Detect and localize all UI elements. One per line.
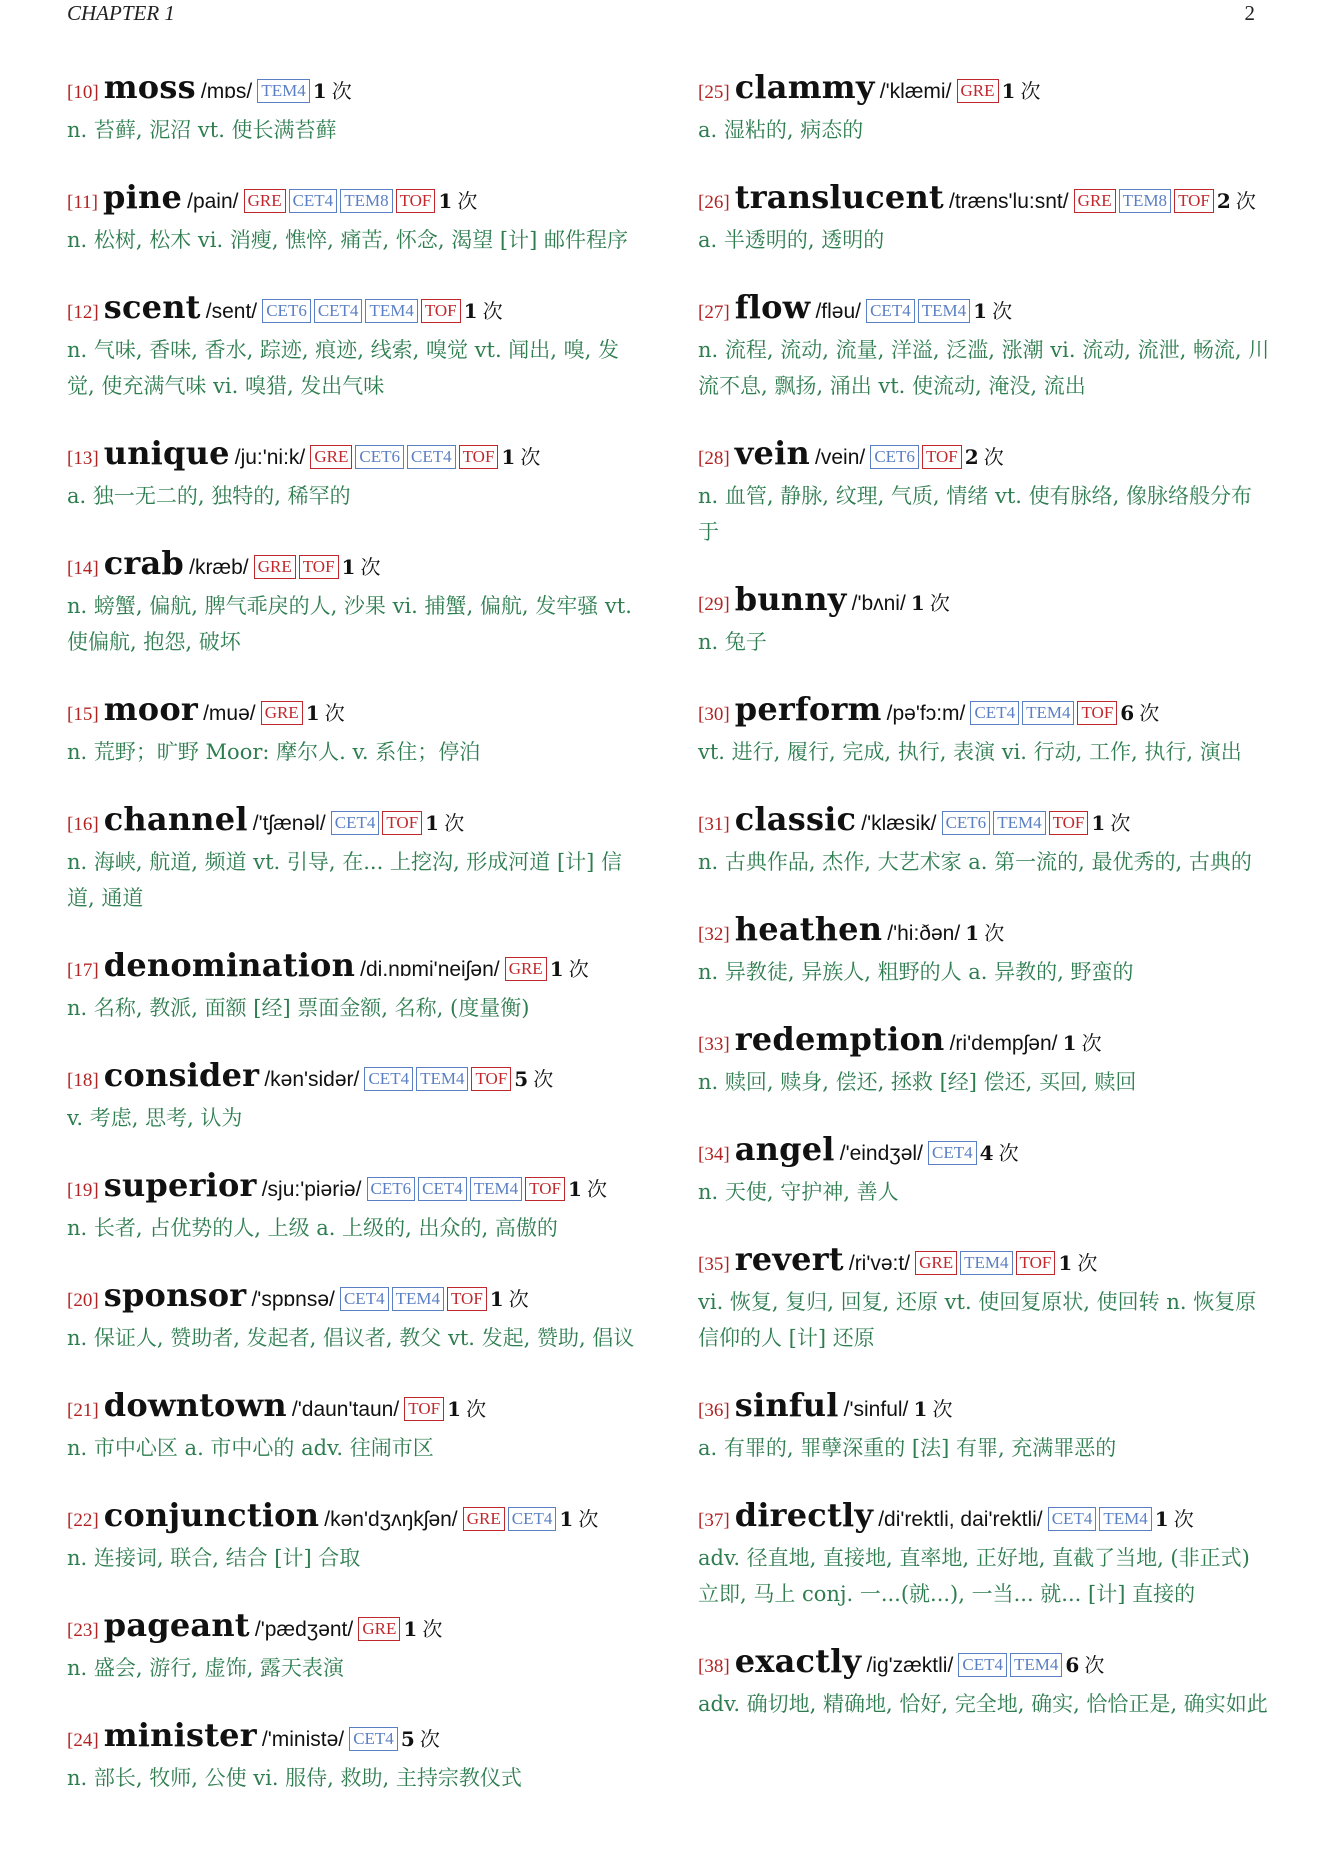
exam-tag: CET4 [928,1141,977,1165]
frequency-unit: 次 [422,1617,443,1641]
entry-index: [12] [67,302,99,323]
phonetic: /'spɒnsə/ [251,1288,335,1311]
exam-tag: CET4 [958,1653,1007,1677]
exam-tag: GRE [244,189,286,213]
frequency-count: 2 [1216,189,1231,213]
exam-tag: CET4 [970,701,1019,725]
exam-tag: TOF [396,189,436,213]
vocab-entry [67,1386,639,1466]
headword: consider [103,1056,260,1094]
vocab-entry [698,434,1270,550]
headword: moor [103,690,198,728]
headword: flow [734,288,811,326]
entry-headline [698,178,1270,222]
entry-headline [67,544,639,588]
exam-tag: CET4 [340,1287,389,1311]
entry-headline [67,1276,639,1320]
frequency-count: 1 [403,1617,418,1641]
entry-index: [30] [698,704,730,725]
vocab-entry [698,800,1270,880]
definition: n. 天使, 守护神, 善人 [698,1180,899,1204]
headword: bunny [734,580,847,618]
entry-index: [18] [67,1070,99,1091]
frequency-unit: 次 [457,189,478,213]
frequency-unit: 次 [444,811,465,835]
exam-tag: CET6 [262,299,311,323]
phonetic: /pə'fɔ:m/ [886,702,966,725]
entry-index: [19] [67,1180,99,1201]
entry-index: [27] [698,302,730,323]
phonetic: /vein/ [815,446,866,469]
phonetic: /ju:'ni:k/ [234,446,306,469]
phonetic: /ri'və:t/ [848,1252,911,1275]
exam-tag: TOF [922,445,962,469]
frequency-count: 1 [910,591,925,615]
vocab-entry [67,690,639,770]
frequency-unit: 次 [324,701,345,725]
phonetic: /pain/ [187,190,239,213]
phonetic: /kən'dʒʌŋkʃən/ [324,1508,458,1531]
frequency-count: 5 [514,1067,529,1091]
exam-tag: TEM4 [257,79,309,103]
frequency-count: 1 [913,1397,928,1421]
definition: n. 盛会, 游行, 虚饰, 露天表演 [67,1656,344,1680]
headword: channel [103,800,248,838]
headword: pageant [103,1606,250,1644]
vocab-entry [698,1240,1270,1356]
entry-headline [698,1386,1270,1430]
definition: n. 兔子 [698,630,767,654]
frequency-count: 6 [1120,701,1135,725]
entry-headline [698,1496,1270,1540]
exam-tag: GRE [358,1617,400,1641]
page-number: 2 [1244,1,1255,25]
frequency-count: 1 [312,79,327,103]
exam-tag: TEM4 [416,1067,468,1091]
vocab-entry [67,1606,639,1686]
entry-headline [698,68,1270,112]
exam-tag: CET4 [1048,1507,1097,1531]
exam-tag: CET4 [314,299,363,323]
entry-headline [698,1240,1270,1284]
entry-index: [20] [67,1290,99,1311]
exam-tag: GRE [957,79,999,103]
vocab-entry [67,1056,639,1136]
phonetic: /'hi:ðən/ [887,922,961,945]
frequency-unit: 次 [578,1507,599,1531]
headword: angel [734,1130,835,1168]
vocab-entry [698,910,1270,990]
entry-headline [698,690,1270,734]
frequency-unit: 次 [1081,1031,1102,1055]
vocab-entry [698,1642,1270,1722]
exam-tag: TOF [1077,701,1117,725]
phonetic: /mɒs/ [200,80,253,103]
frequency-count: 1 [1058,1251,1073,1275]
exam-tag: TEM4 [918,299,970,323]
exam-tag: TEM4 [470,1177,522,1201]
frequency-unit: 次 [984,921,1005,945]
entry-headline [698,434,1270,478]
running-head [67,0,1255,30]
phonetic: /di'rektli, dai'rektli/ [878,1508,1043,1531]
frequency-unit: 次 [1110,811,1131,835]
entry-headline [67,800,639,844]
phonetic: /ri'dempʃən/ [949,1032,1058,1055]
frequency-unit: 次 [998,1141,1019,1165]
vocab-entry [67,178,639,258]
frequency-count: 1 [549,957,564,981]
definition: n. 保证人, 赞助者, 发起者, 倡议者, 教父 vt. 发起, 赞助, 倡议 [67,1326,635,1350]
definition: a. 独一无二的, 独特的, 稀罕的 [67,484,351,508]
entry-index: [36] [698,1400,730,1421]
vocab-entry [698,580,1270,660]
definition: v. 考虑, 思考, 认为 [67,1106,243,1130]
headword: minister [103,1716,257,1754]
exam-tag: CET6 [870,445,919,469]
definition: vt. 进行, 履行, 完成, 执行, 表演 vi. 行动, 工作, 执行, 演出 [698,740,1242,764]
exam-tag: CET4 [349,1727,398,1751]
vocab-entry [67,1276,639,1356]
frequency-count: 1 [1091,811,1106,835]
phonetic: /kræb/ [189,556,249,579]
entry-index: [35] [698,1254,730,1275]
definition: n. 流程, 流动, 流量, 洋溢, 泛滥, 涨潮 vi. 流动, 流泄, 畅流, 川流不息, 飘扬, 涌出 vt. 使流动, 淹没, 流出 [698,338,1270,398]
entry-index: [31] [698,814,730,835]
entry-headline [67,68,639,112]
definition: n. 长者, 占优势的人, 上级 a. 上级的, 出众的, 高傲的 [67,1216,558,1240]
frequency-count: 1 [973,299,988,323]
exam-tag: TOF [1049,811,1089,835]
entry-index: [33] [698,1034,730,1055]
headword: perform [734,690,882,728]
phonetic: /kən'sidər/ [264,1068,360,1091]
phonetic: /sent/ [205,300,258,323]
vocab-entry [67,68,639,148]
vocab-entry [698,1386,1270,1466]
vocab-entry [67,434,639,514]
exam-tag: CET4 [407,445,456,469]
exam-tag: TEM4 [365,299,417,323]
headword: scent [103,288,201,326]
headword: pine [103,178,183,216]
frequency-count: 1 [341,555,356,579]
phonetic: /fləu/ [815,300,861,323]
definition: n. 气味, 香味, 香水, 踪迹, 痕迹, 线索, 嗅觉 vt. 闻出, 嗅, 发觉, 使充满气味 vi. 嗅猎, 发出气味 [67,338,620,398]
definition: a. 湿粘的, 病态的 [698,118,864,142]
headword: translucent [734,178,944,216]
exam-tag: CET6 [942,811,991,835]
exam-tag: CET4 [508,1507,557,1531]
exam-tag: TOF [1016,1251,1056,1275]
vocab-entry [67,288,639,404]
entry-index: [32] [698,924,730,945]
exam-tag: TOF [421,299,461,323]
frequency-unit: 次 [992,299,1013,323]
headword: directly [734,1496,874,1534]
exam-tag: GRE [463,1507,505,1531]
headword: moss [103,68,196,106]
definition: n. 螃蟹, 偏航, 脾气乖戾的人, 沙果 vi. 捕蟹, 偏航, 发牢骚 vt. 使偏航, 抱怨, 破坏 [67,594,632,654]
frequency-unit: 次 [331,79,352,103]
vocab-entry [67,946,639,1026]
vocab-entry [698,178,1270,258]
definition: n. 异教徒, 异族人, 粗野的人 a. 异教的, 野蛮的 [698,960,1134,984]
exam-tag: CET4 [364,1067,413,1091]
exam-tag: TOF [1174,189,1214,213]
definition: n. 古典作品, 杰作, 大艺术家 a. 第一流的, 最优秀的, 古典的 [698,850,1252,874]
exam-tag: CET4 [331,811,380,835]
vocab-entry [67,544,639,660]
exam-tag: TEM4 [392,1287,444,1311]
entry-index: [34] [698,1144,730,1165]
headword: sponsor [103,1276,247,1314]
definition: n. 连接词, 联合, 结合 [计] 合取 [67,1546,361,1570]
entry-index: [22] [67,1510,99,1531]
entry-index: [26] [698,192,730,213]
entry-headline [698,288,1270,332]
definition: n. 赎回, 赎身, 偿还, 拯救 [经] 偿还, 买回, 赎回 [698,1070,1137,1094]
entry-index: [17] [67,960,99,981]
entry-index: [10] [67,82,99,103]
entry-headline [67,288,639,332]
definition: n. 海峡, 航道, 频道 vt. 引导, 在... 上挖沟, 形成河道 [计] 信道, 通道 [67,850,623,910]
frequency-count: 1 [501,445,516,469]
phonetic: /sju:'piəriə/ [261,1178,362,1201]
definition: n. 市中心区 a. 市中心的 adv. 往闹市区 [67,1436,434,1460]
phonetic: /di.nɒmi'neiʃən/ [360,958,500,981]
entry-headline [67,178,639,222]
phonetic: /træns'lu:snt/ [949,190,1069,213]
frequency-unit: 次 [360,555,381,579]
entry-index: [23] [67,1620,99,1641]
vocab-entry [698,68,1270,148]
frequency-unit: 次 [568,957,589,981]
frequency-unit: 次 [1139,701,1160,725]
frequency-unit: 次 [419,1727,440,1751]
frequency-count: 1 [1062,1031,1077,1055]
frequency-unit: 次 [929,591,950,615]
frequency-count: 1 [1001,79,1016,103]
frequency-count: 1 [965,921,980,945]
vocab-entry [698,288,1270,404]
headword: revert [734,1240,844,1278]
entry-headline [698,1020,1270,1064]
vocab-entry [698,1496,1270,1612]
frequency-count: 6 [1065,1653,1080,1677]
exam-tag: TOF [404,1397,444,1421]
exam-tag: CET4 [289,189,338,213]
frequency-count: 5 [400,1727,415,1751]
frequency-count: 1 [463,299,478,323]
frequency-count: 1 [438,189,453,213]
exam-tag: TEM4 [960,1251,1012,1275]
frequency-count: 1 [567,1177,582,1201]
entry-index: [14] [67,558,99,579]
headword: vein [734,434,810,472]
frequency-unit: 次 [482,299,503,323]
definition: n. 部长, 牧师, 公使 vi. 服侍, 救助, 主持宗教仪式 [67,1766,522,1790]
exam-tag: CET4 [418,1177,467,1201]
entry-headline [67,690,639,734]
phonetic: /'bʌni/ [851,592,906,615]
phonetic: /muə/ [203,702,256,725]
phonetic: /'ministə/ [261,1728,345,1751]
headword: unique [103,434,230,472]
headword: exactly [734,1642,862,1680]
entry-headline [67,946,639,990]
exam-tag: CET6 [367,1177,416,1201]
phonetic: /'tʃænəl/ [252,812,326,835]
headword: redemption [734,1020,945,1058]
definition: vi. 恢复, 复归, 回复, 还原 vt. 使回复原状, 使回转 n. 恢复原信仰的人 [计] 还原 [698,1290,1257,1350]
entry-index: [38] [698,1656,730,1677]
phonetic: /ig'zæktli/ [866,1654,954,1677]
frequency-unit: 次 [1235,189,1256,213]
frequency-count: 1 [489,1287,504,1311]
entry-headline [698,910,1270,954]
exam-tag: TEM8 [340,189,392,213]
entry-headline [67,1496,639,1540]
exam-tag: GRE [505,957,547,981]
entry-index: [21] [67,1400,99,1421]
definition: a. 有罪的, 罪孽深重的 [法] 有罪, 充满罪恶的 [698,1436,1117,1460]
entry-headline [67,1386,639,1430]
exam-tag: TEM4 [1099,1507,1151,1531]
exam-tag: TOF [471,1067,511,1091]
exam-tag: TOF [459,445,499,469]
frequency-unit: 次 [983,445,1004,469]
frequency-unit: 次 [1077,1251,1098,1275]
entry-headline [67,1166,639,1210]
entry-index: [16] [67,814,99,835]
exam-tag: TOF [525,1177,565,1201]
entry-headline [698,1642,1270,1686]
frequency-unit: 次 [533,1067,554,1091]
definition: adv. 径直地, 直接地, 直率地, 正好地, 直截了当地, (非正式) 立即, 马上 conj. 一...(就...), 一当... 就... [计] 直接的 [698,1546,1250,1606]
exam-tag: TEM4 [993,811,1045,835]
exam-tag: CET6 [355,445,404,469]
phonetic: /'daun'taun/ [291,1398,400,1421]
entry-index: [37] [698,1510,730,1531]
entry-index: [11] [67,192,98,213]
entry-index: [29] [698,594,730,615]
frequency-unit: 次 [1084,1653,1105,1677]
frequency-count: 1 [447,1397,462,1421]
entry-index: [13] [67,448,99,469]
exam-tag: CET4 [866,299,915,323]
vocab-entry [67,1166,639,1246]
entry-headline [67,1606,639,1650]
frequency-unit: 次 [508,1287,529,1311]
headword: denomination [103,946,356,984]
exam-tag: GRE [254,555,296,579]
entry-headline [698,580,1270,624]
phonetic: /'eindʒəl/ [839,1142,923,1165]
frequency-count: 1 [559,1507,574,1531]
frequency-unit: 次 [586,1177,607,1201]
exam-tag: TEM4 [1022,701,1074,725]
entry-index: [24] [67,1730,99,1751]
exam-tag: TOF [299,555,339,579]
phonetic: /'sinful/ [843,1398,909,1421]
exam-tag: TEM4 [1010,1653,1062,1677]
vocab-entry [698,690,1270,770]
phonetic: /'klæmi/ [879,80,952,103]
definition: n. 荒野；旷野 Moor: 摩尔人. v. 系住；停泊 [67,740,481,764]
entry-headline [67,434,639,478]
frequency-unit: 次 [1173,1507,1194,1531]
entry-headline [698,1130,1270,1174]
headword: crab [103,544,185,582]
vocab-entry [698,1020,1270,1100]
headword: clammy [734,68,875,106]
definition: n. 名称, 教派, 面额 [经] 票面金额, 名称, (度量衡) [67,996,530,1020]
frequency-count: 1 [1154,1507,1169,1531]
exam-tag: TOF [382,811,422,835]
exam-tag: GRE [915,1251,957,1275]
headword: downtown [103,1386,287,1424]
exam-tag: TOF [447,1287,487,1311]
vocab-entry [698,1130,1270,1210]
headword: heathen [734,910,883,948]
frequency-unit: 次 [466,1397,487,1421]
phonetic: /'pædʒənt/ [254,1618,354,1641]
chapter-title: CHAPTER 1 [67,1,175,25]
definition: adv. 确切地, 精确地, 恰好, 完全地, 确实, 恰恰正是, 确实如此 [698,1692,1268,1716]
frequency-unit: 次 [520,445,541,469]
headword: classic [734,800,857,838]
entry-headline [698,800,1270,844]
definition: n. 松树, 松木 vi. 消瘦, 憔悴, 痛苦, 怀念, 渴望 [计] 邮件程序 [67,228,628,252]
definition: n. 血管, 静脉, 纹理, 气质, 情绪 vt. 使有脉络, 像脉络般分布于 [698,484,1252,544]
entry-index: [15] [67,704,99,725]
exam-tag: GRE [1074,189,1116,213]
frequency-unit: 次 [932,1397,953,1421]
frequency-count: 4 [979,1141,994,1165]
entry-index: [28] [698,448,730,469]
exam-tag: TEM8 [1119,189,1171,213]
definition: a. 半透明的, 透明的 [698,228,885,252]
exam-tag: GRE [261,701,303,725]
headword: conjunction [103,1496,320,1534]
frequency-count: 2 [964,445,979,469]
vocab-entry [67,1496,639,1576]
right-column [698,68,1270,1752]
headword: sinful [734,1386,839,1424]
vocab-entry [67,1716,639,1796]
frequency-count: 1 [425,811,440,835]
frequency-count: 1 [305,701,320,725]
entry-headline [67,1056,639,1100]
exam-tag: GRE [310,445,352,469]
entry-index: [25] [698,82,730,103]
phonetic: /'klæsik/ [861,812,937,835]
left-column [67,68,639,1826]
headword: superior [103,1166,257,1204]
definition: n. 苔藓, 泥沼 vt. 使长满苔藓 [67,118,337,142]
entry-headline [67,1716,639,1760]
frequency-unit: 次 [1020,79,1041,103]
vocab-entry [67,800,639,916]
